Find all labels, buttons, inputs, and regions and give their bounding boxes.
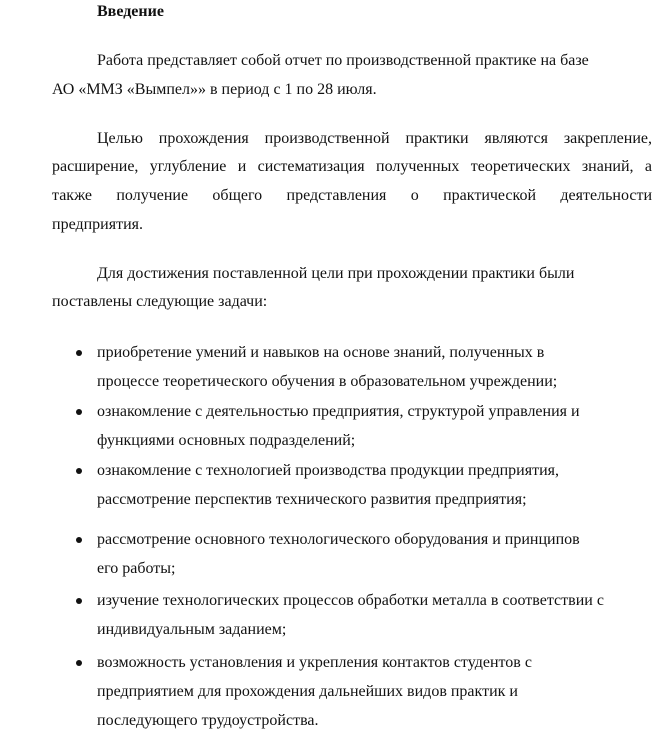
- text-line: предприятием для прохождения дальнейших видов практик и: [97, 683, 518, 700]
- text-line: приобретение умений и навыков на основе знаний, полученных в: [97, 344, 545, 361]
- text-line: индивидуальным заданием;: [97, 621, 287, 638]
- text-line: Целью прохождения производственной практики являются закрепление,: [97, 130, 652, 147]
- text-line: поставлены следующие задачи:: [52, 293, 268, 310]
- text-line: также получение общего представления о практической деятельности: [52, 187, 652, 204]
- text-line: ознакомление с технологией производства продукции предприятия,: [97, 462, 559, 479]
- text-line: процессе теоретического обучения в образовательном учреждении;: [97, 373, 558, 390]
- text-line: его работы;: [97, 560, 176, 577]
- text-line: рассмотрение перспектив технического развития предприятия;: [97, 491, 527, 508]
- text-line: АО «ММЗ «Вымпел»» в период с 1 по 28 июля.: [52, 81, 377, 98]
- text-line: ознакомление с деятельностью предприятия, структурой управления и: [97, 403, 580, 420]
- text-line: предприятия.: [52, 216, 143, 233]
- bullet-icon: [76, 468, 82, 474]
- text-line: возможность установления и укрепления контактов студентов с: [97, 654, 532, 671]
- text-line: расширение, углубление и систематизация полученных теоретических знаний, а: [52, 158, 652, 175]
- text-line: изучение технологических процессов обработки металла в соответствии с: [97, 592, 604, 609]
- text-line: рассмотрение основного технологического оборудования и принципов: [97, 531, 580, 548]
- text-line: Работа представляет собой отчет по производственной практике на базе: [97, 52, 589, 69]
- bullet-icon: [76, 598, 82, 604]
- text-line: функциями основных подразделений;: [97, 432, 356, 449]
- bullet-icon: [76, 660, 82, 666]
- section-heading: Введение: [97, 3, 164, 20]
- bullet-icon: [76, 409, 82, 415]
- bullet-icon: [76, 350, 82, 356]
- text-line: последующего трудоустройства.: [97, 712, 319, 729]
- text-line: Для достижения поставленной цели при прохождении практики были: [97, 265, 575, 282]
- bullet-icon: [76, 537, 82, 543]
